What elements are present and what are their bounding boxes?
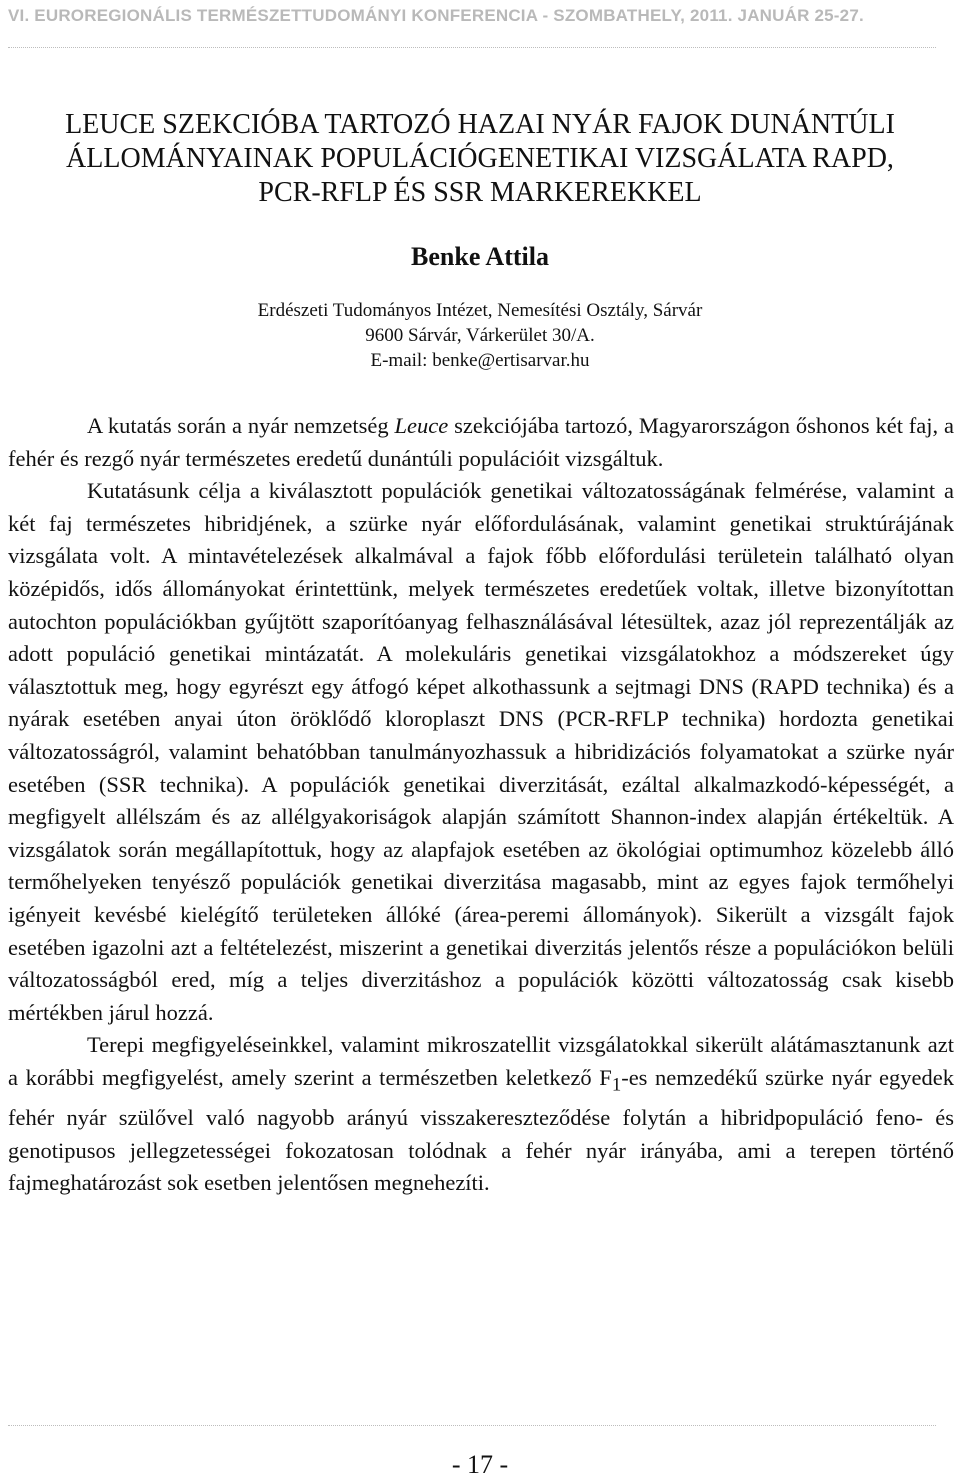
generation-subscript: 1 xyxy=(611,1074,622,1096)
affiliation-address: 9600 Sárvár, Várkerület 30/A. xyxy=(365,325,595,346)
paragraph-1 xyxy=(8,410,954,475)
paragraph-3 xyxy=(8,1029,954,1199)
paragraph-3-text: Terepi megfigyeléseinkkel, valamint mikroszatellit vizsgálatokkal sikerült alátámasztanunk azt a korábbi megfigyelést, amely szerint a természetben keletkező F xyxy=(8,1032,954,1090)
abstract-body xyxy=(8,410,954,1200)
author-name: Benke Attila xyxy=(411,242,549,271)
affiliation-email: E-mail: benke@ertisarvar.hu xyxy=(370,350,590,371)
article-title xyxy=(0,108,960,210)
paragraph-1-text-rest: szekciójába tartozó, Magyarországon őshonos két faj, a fehér és rezgő nyár természetes eredetű dunántúli populációit vizsgáltuk. xyxy=(8,413,954,471)
running-header: VI. EUROREGIONÁLIS TERMÉSZETTUDOMÁNYI KONFERENCIA - SZOMBATHELY, 2011. JANUÁR 25-27. xyxy=(8,6,864,25)
footer-divider xyxy=(8,1425,936,1426)
page-number: - 17 - xyxy=(451,1450,509,1479)
paragraph-2: Kutatásunk célja a kiválasztott populációk genetikai változatosságának felmérése, valamint a két faj természetes hibridjének, a szürke nyár előfordulásának, valamint genetikai struktúrájának vizsgálata volt. A mintavételezések alkalmával a fajok főbb előfordulási területein található olyan középidős, idős állományokat érintettünk, melyek természetes eredetűek voltak, illetve bizonyítottan autochton populációkban gyűjtött szaporítóanyag felhasználásával létesültek, azaz jól reprezentálják az adott populáció genetikai mintázatát. A molekuláris genetikai vizsgálatokhoz a módszereket úgy választottuk meg, hogy egyrészt egy átfogó képet alkothassunk a sejtmagi DNS (RAPD technika) és a nyárak esetében anyai úton öröklődő kloroplaszt DNS (PCR-RFLP technika) hordozta genetikai változatosságról, valamint behatóbban tanulmányozhassuk a hibridizációs folyamatokat a szürke nyár esetében (SSR technika). A populációk genetikai diverzitását, ezáltal alkalmazkodó-képességét, a megfigyelt allélszám és az allélgyakoriságok alapján számított Shannon-index alapján értékeltük. A vizsgálatok során megállapítottuk, hogy az alapfajok esetében az ökológiai optimumhoz közelebb álló termőhelyeken tenyésző populációk genetikai diverzitása magasabb, mint az egyes fajok termőhelyi igényeit kevésbé kielégítő területeken állóké (área-peremi állományok). Sikerült a vizsgált fajok esetében igazolni azt a feltételezést, miszerint a genetikai diverzitás jelentős része a populációkon belüli változatosságból ered, míg a teljes diverzitáshoz a populációk közötti változatosság csak kisebb mértékben járul hozzá. xyxy=(8,478,954,1025)
paragraph-1-text: A kutatás során a nyár nemzetség xyxy=(87,413,395,438)
article-title-line: PCR-RFLP ÉS SSR MARKEREKKEL xyxy=(258,177,702,208)
genus-section-name: Leuce xyxy=(394,413,449,438)
article-title-line: LEUCE SZEKCIÓBA TARTOZÓ HAZAI NYÁR FAJOK DUNÁNTÚLI xyxy=(65,109,895,140)
header-divider xyxy=(8,47,936,48)
article-title-line: ÁLLOMÁNYAINAK POPULÁCIÓGENETIKAI VIZSGÁLATA RAPD, xyxy=(66,143,894,174)
affiliation-institute: Erdészeti Tudományos Intézet, Nemesítési Osztály, Sárvár xyxy=(257,300,703,321)
paragraph-3-text-rest: -es nemzedékű szürke nyár egyedek fehér nyár szülővel való nagyobb arányú visszakereszteződése folytán a hibridpopuláció feno- és genotipusos jellegzetességei fokozatosan tolódnak a fehér nyár irányába, ami a terepen történő fajmeghatározást sok esetben jelentősen megnehezíti. xyxy=(8,1064,955,1196)
affiliation-block xyxy=(0,298,960,373)
